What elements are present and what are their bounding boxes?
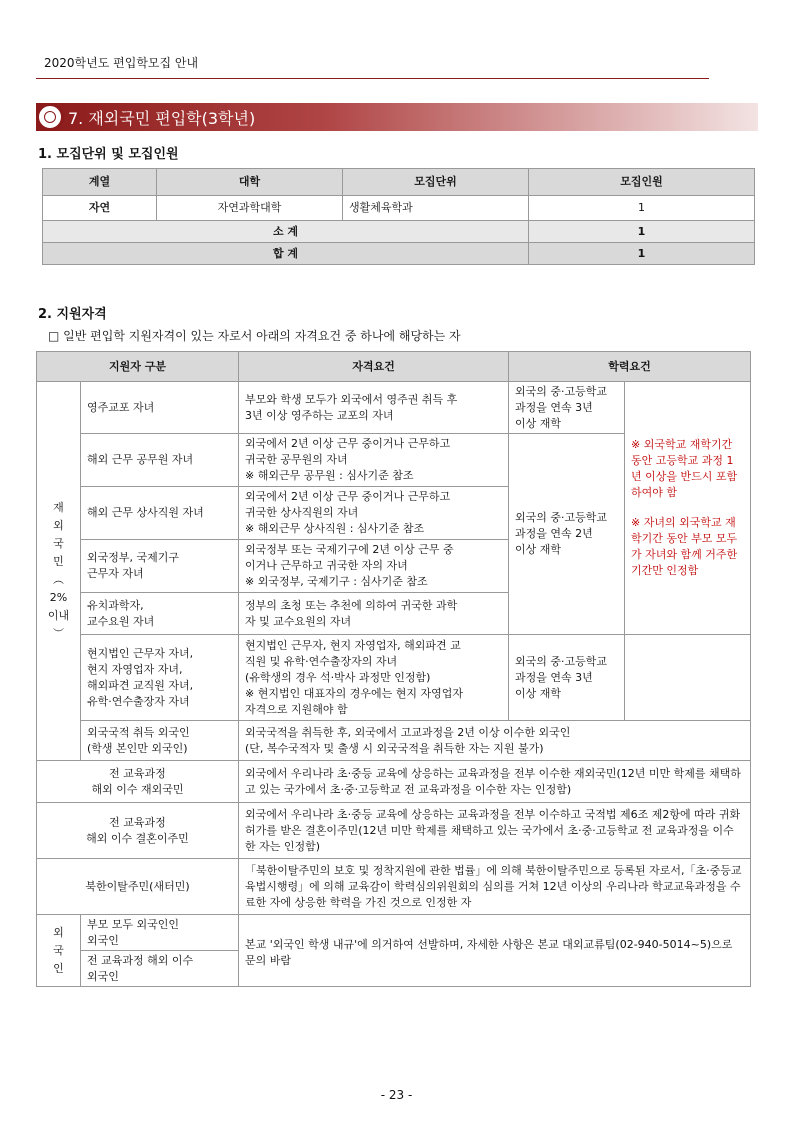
total-value: 1 (529, 243, 755, 265)
requirement: 「북한이탈주민의 보호 및 정착지원에 관한 법률」에 의해 북한이탈주민으로 등록된 자로서,「초·중등교육법시행령」에 의해 교육감이 학력심의위원회의 심의를 거쳐 12년 이상의 우리나라 학교교육과정을 수료한 자에 상응한 학력을 가진 것으로 인정한 자 (239, 859, 751, 915)
total-row (43, 243, 755, 265)
requirement: 외국국적을 취득한 후, 외국에서 고교과정을 2년 이상 이수한 외국인 (단, 복수국적자 및 출생 시 외국국적을 취득한 자는 지원 불가) (239, 721, 751, 761)
requirement: 부모와 학생 모두가 외국에서 영주권 취득 후 3년 이상 영주하는 교포의 자녀 (239, 382, 509, 434)
eligibility-table (36, 351, 751, 987)
requirement: 외국에서 우리나라 초·중등 교육에 상응하는 교육과정을 전부 이수한 재외국민(12년 미만 학제를 채택하고 있는 국가에서 초·중·고등학교 전 교육과정을 이수한 자는 인정함) (239, 761, 751, 803)
applicant-type: 전 교육과정 해외 이수 결혼이주민 (37, 803, 239, 859)
requirement: 외국에서 2년 이상 근무 중이거나 근무하고 귀국한 상사직원의 자녀 ※ 해외근무 상사직원 : 심사기준 참조 (239, 487, 509, 540)
count-cell: 1 (529, 196, 755, 221)
field-cell: 자연 (43, 196, 157, 221)
page-header-text: 2020학년도 편입학모집 안내 (44, 56, 199, 70)
requirement: 현지법인 근무자, 현지 자영업자, 해외파견 교 직원 및 유학·연수출장자의 자녀 (유학생의 경우 석·박사 과정만 인정함) ※ 현지법인 대표자의 경우에는 현지 자영업자 자격으로 지원해야 함 (239, 635, 509, 721)
requirement: 외국에서 우리나라 초·중등 교육에 상응하는 교육과정을 전부 이수하고 국적법 제6조 제2항에 따라 귀화허가를 받은 결혼이주민(12년 미만 학제를 채택하고 있는 국가에서 초·중·고등학교 전 교육과정을 이수한 자는 인정함) (239, 803, 751, 859)
applicant-type: 영주교포 자녀 (81, 382, 239, 434)
page-number: - 23 - (380, 1088, 413, 1102)
subtotal-row (43, 221, 755, 243)
applicant-type: 현지법인 근무자 자녀, 현지 자영업자 자녀, 해외파견 교직원 자녀, 유학·연수출장자 자녀 (81, 635, 239, 721)
applicant-type: 외국정부, 국제기구 근무자 자녀 (81, 540, 239, 593)
applicant-type: 전 교육과정 해외 이수 재외국민 (37, 761, 239, 803)
requirement: 외국에서 2년 이상 근무 중이거나 근무하고 귀국한 공무원의 자녀 ※ 해외근무 공무원 : 심사기준 참조 (239, 434, 509, 487)
education-req-a: 외국의 중·고등학교 과정을 연속 3년 이상 재학 (509, 382, 625, 434)
applicant-type: 해외 근무 공무원 자녀 (81, 434, 239, 487)
col-education: 학력요건 (509, 352, 751, 382)
col-college: 대학 (157, 169, 343, 196)
col-applicant-type: 지원자 구분 (37, 352, 239, 382)
college-cell: 자연과학대학 (157, 196, 343, 221)
education-notes: ※ 외국학교 재학기간 동안 고등학교 과정 1년 이상을 반드시 포함하여야 함 ※ 자녀의 외국학교 재학기간 동안 부모 모두가 자녀와 함께 거주한 기간만 인정함 (625, 382, 751, 635)
group-korean-abroad-label: 재 외 국 민 ︵ 2% 이내 ︶ (37, 382, 81, 761)
table-row (43, 196, 755, 221)
header-divider (36, 78, 709, 79)
subtotal-value: 1 (529, 221, 755, 243)
recruitment-table (42, 168, 755, 265)
group-foreigner-label: 외 국 인 (37, 915, 81, 987)
applicant-type: 부모 모두 외국인인 외국인 (81, 915, 239, 951)
applicant-type: 외국국적 취득 외국인 (학생 본인만 외국인) (81, 721, 239, 761)
col-unit: 모집단위 (343, 169, 529, 196)
unit-cell: 생활체육학과 (343, 196, 529, 221)
applicant-type: 북한이탈주민(새터민) (37, 859, 239, 915)
subtotal-label: 소 계 (43, 221, 529, 243)
applicant-type: 해외 근무 상사직원 자녀 (81, 487, 239, 540)
col-field: 계열 (43, 169, 157, 196)
applicant-type: 전 교육과정 해외 이수 외국인 (81, 951, 239, 987)
col-count: 모집인원 (529, 169, 755, 196)
empty-cell (625, 635, 751, 721)
university-seal-icon (36, 103, 64, 131)
col-requirement: 자격요건 (239, 352, 509, 382)
requirement: 외국정부 또는 국제기구에 2년 이상 근무 중 이거나 근무하고 귀국한 자의 자녀 ※ 외국정부, 국제기구 : 심사기준 참조 (239, 540, 509, 593)
education-req-c: 외국의 중·고등학교 과정을 연속 3년 이상 재학 (509, 635, 625, 721)
requirement: 정부의 초청 또는 추천에 의하여 귀국한 과학 자 및 교수요원의 자녀 (239, 593, 509, 635)
eligibility-intro: □ 일반 편입학 지원자격이 있는 자로서 아래의 자격요건 중 하나에 해당하는 자 (48, 329, 461, 343)
applicant-type: 유치과학자, 교수요원 자녀 (81, 593, 239, 635)
banner-title: 7. 재외국민 편입학(3학년) (68, 109, 256, 128)
section1-heading: 1. 모집단위 및 모집인원 (38, 147, 179, 162)
foreigner-requirement: 본교 '외국인 학생 내규'에 의거하여 선발하며, 자세한 사항은 본교 대외교류팀(02-940-5014~5)으로 문의 바람 (239, 915, 751, 987)
total-label: 합 계 (43, 243, 529, 265)
section2-heading: 2. 지원자격 (38, 307, 107, 322)
education-req-b: 외국의 중·고등학교 과정을 연속 2년 이상 재학 (509, 434, 625, 635)
